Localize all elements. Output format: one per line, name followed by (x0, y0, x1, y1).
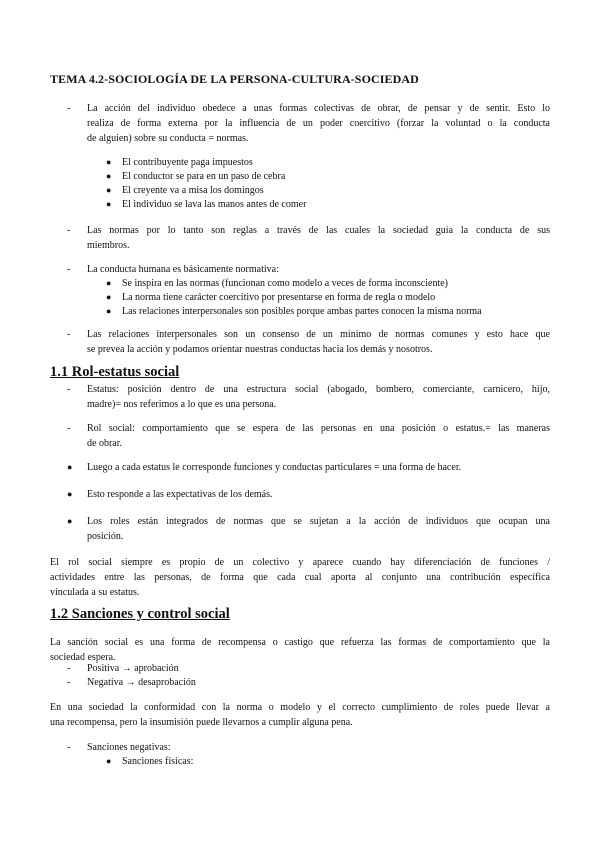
dash-bullet: - (67, 663, 71, 674)
section-heading: 1.1 Rol-estatus social (50, 364, 180, 380)
text-line: Rol social: comportamiento que se espera de las personas en una posición o estatus.= las maneras (87, 423, 550, 434)
normative-item: Las relaciones interpersonales son posibles porque ambas partes conocen la misma norma (122, 306, 482, 317)
bullet-dot: ● (106, 306, 112, 316)
dash-bullet: - (67, 103, 71, 114)
dash-bullet: - (67, 423, 71, 434)
bullet-dot: ● (106, 756, 112, 766)
text-line: En una sociedad la conformidad con la norma o modelo y el correcto cumplimiento de roles puede llevar a (50, 702, 550, 713)
text-line: realiza de forma externa por la influencia de un poder coercitivo (forzar la voluntad o la conducta (87, 118, 550, 129)
section-heading: 1.2 Sanciones y control social (50, 606, 230, 622)
normative-item: Se inspira en las normas (funcionan como modelo a veces de forma inconsciente) (122, 278, 449, 289)
role-bullet (87, 514, 550, 544)
rol-paragraph (87, 421, 550, 451)
text-line: posición. (87, 531, 124, 542)
example-item: El individuo se lava las manos antes de comer (122, 199, 307, 210)
bullet-dot: ● (106, 292, 112, 302)
text-line: El rol social siempre es propio de un colectivo y aparece cuando hay diferenciación de funciones / (50, 557, 550, 568)
dash-bullet: - (67, 742, 71, 753)
dash-bullet: - (67, 677, 71, 688)
positive-sanction: Positiva → aprobación (87, 663, 179, 674)
dash-bullet: - (67, 264, 71, 275)
text-line: se prevea la acción y podamos orientar nuestras conductas hacia los demás y nosotros. (87, 344, 433, 355)
example-item: El contribuyente paga impuestos (122, 157, 253, 168)
text-line: miembros. (87, 240, 130, 251)
document-title: TEMA 4.2-SOCIOLOGÍA DE LA PERSONA-CULTURA-SOCIEDAD (50, 72, 419, 86)
bullet-dot: ● (106, 278, 112, 288)
normative-heading: La conducta humana es básicamente normativa: (87, 264, 279, 275)
role-bullet: Luego a cada estatus le corresponde funciones y conductas particulares = una forma de hacer. (87, 462, 462, 473)
physical-sanctions-label: Sanciones físicas: (122, 756, 194, 767)
role-bullet: Esto responde a las expectativas de los demás. (87, 489, 273, 500)
example-item: El conductor se para en un paso de cebra (122, 171, 286, 182)
bullet-dot: ● (67, 462, 73, 472)
example-item: El creyente va a misa los domingos (122, 185, 264, 196)
bullet-dot: ● (106, 185, 112, 195)
norms-paragraph (87, 223, 550, 253)
conformity-paragraph (50, 700, 550, 730)
normative-item: La norma tiene carácter coercitivo por presentarse en forma de regla o modelo (122, 292, 436, 303)
text-line: La acción del individuo obedece a unas formas colectivas de obrar, de pensar y de sentir. Esto lo (87, 103, 550, 114)
dash-bullet: - (67, 329, 71, 340)
bullet-dot: ● (106, 199, 112, 209)
text-line: de obrar. (87, 438, 122, 449)
dash-bullet: - (67, 384, 71, 395)
text-line: Las normas por lo tanto son reglas a través de las cuales la sociedad guía la conducta de sus (87, 225, 550, 236)
text-line: Las relaciones interpersonales son un consenso de un mínimo de normas comunes y esto hace que (87, 329, 550, 340)
bullet-dot: ● (67, 489, 73, 499)
text-line: vinculada a su estatus. (50, 587, 140, 598)
bullet-dot: ● (106, 171, 112, 181)
rol-summary-paragraph (50, 555, 550, 600)
text-line: madre)= nos referimos a lo que es una persona. (87, 399, 277, 410)
text-line: actividades entre las personas, de forma que cada cual aporta al conjunto una contribución específica (50, 572, 550, 583)
text-line: Estatus: posición dentro de una estructura social (abogado, bombero, comerciante, carnicero, hijo, (87, 384, 550, 395)
estatus-paragraph (87, 382, 550, 412)
relations-paragraph (87, 327, 550, 357)
intro-paragraph (87, 101, 550, 146)
text-line: sociedad espera. (50, 652, 116, 663)
negative-sanction: Negativa → desaprobación (87, 677, 196, 688)
bullet-dot: ● (67, 516, 73, 526)
text-line: de alguien) sobre su conducta = normas. (87, 133, 249, 144)
text-line: una recompensa, pero la insumisión puede llevarnos a cumplir alguna pena. (50, 717, 353, 728)
negative-sanctions-label: Sanciones negativas: (87, 742, 171, 753)
text-line: La sanción social es una forma de recompensa o castigo que refuerza las formas de comportamiento que la (50, 637, 550, 648)
dash-bullet: - (67, 225, 71, 236)
text-line: Los roles están integrados de normas que se sujetan a la acción de individuos que ocupan una (87, 516, 550, 527)
bullet-dot: ● (106, 157, 112, 167)
